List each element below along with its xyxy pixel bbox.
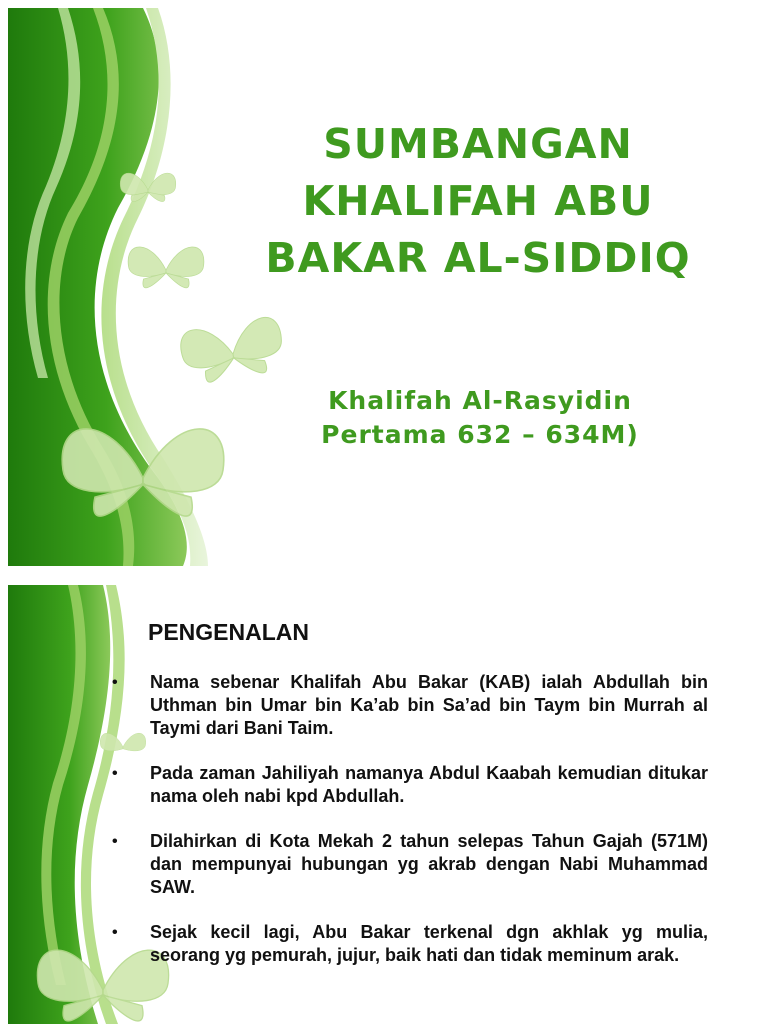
bullet-list bbox=[110, 671, 708, 989]
bullet-text: Sejak kecil lagi, Abu Bakar terkenal dgn akhlak yg mulia, seorang yg pemurah, jujur, baik hati dan tidak meminum arak. bbox=[150, 922, 708, 965]
bullet-text: Dilahirkan di Kota Mekah 2 tahun selepas Tahun Gajah (571M) dan mempunyai hubungan yg akrab dengan Nabi Muhammad SAW. bbox=[150, 831, 708, 897]
bullet-icon: • bbox=[112, 833, 118, 850]
butterfly-icon bbox=[8, 8, 308, 566]
bullet-icon: • bbox=[112, 765, 118, 782]
slide-subtitle: Khalifah Al-Rasyidin Pertama 632 – 634M) bbox=[321, 386, 639, 449]
bullet-icon: • bbox=[112, 924, 118, 941]
list-item bbox=[110, 671, 708, 740]
slide-title: SUMBANGAN KHALIFAH ABU BAKAR AL-SIDDIQ bbox=[265, 120, 691, 282]
bullet-text: Pada zaman Jahiliyah namanya Abdul Kaabah kemudian ditukar nama oleh nabi kpd Abdullah. bbox=[150, 763, 708, 806]
list-item bbox=[110, 830, 708, 899]
content-slide bbox=[8, 585, 760, 1024]
list-item bbox=[110, 921, 708, 967]
section-heading: PENGENALAN bbox=[148, 619, 310, 645]
list-item bbox=[110, 762, 708, 808]
bullet-text: Nama sebenar Khalifah Abu Bakar (KAB) ialah Abdullah bin Uthman bin Umar bin Ka’ab bin Sa’ad bin Taym bin Murrah al Taymi dari Bani Taim. bbox=[150, 672, 708, 738]
title-slide bbox=[8, 8, 760, 566]
bullet-icon: • bbox=[112, 674, 118, 691]
